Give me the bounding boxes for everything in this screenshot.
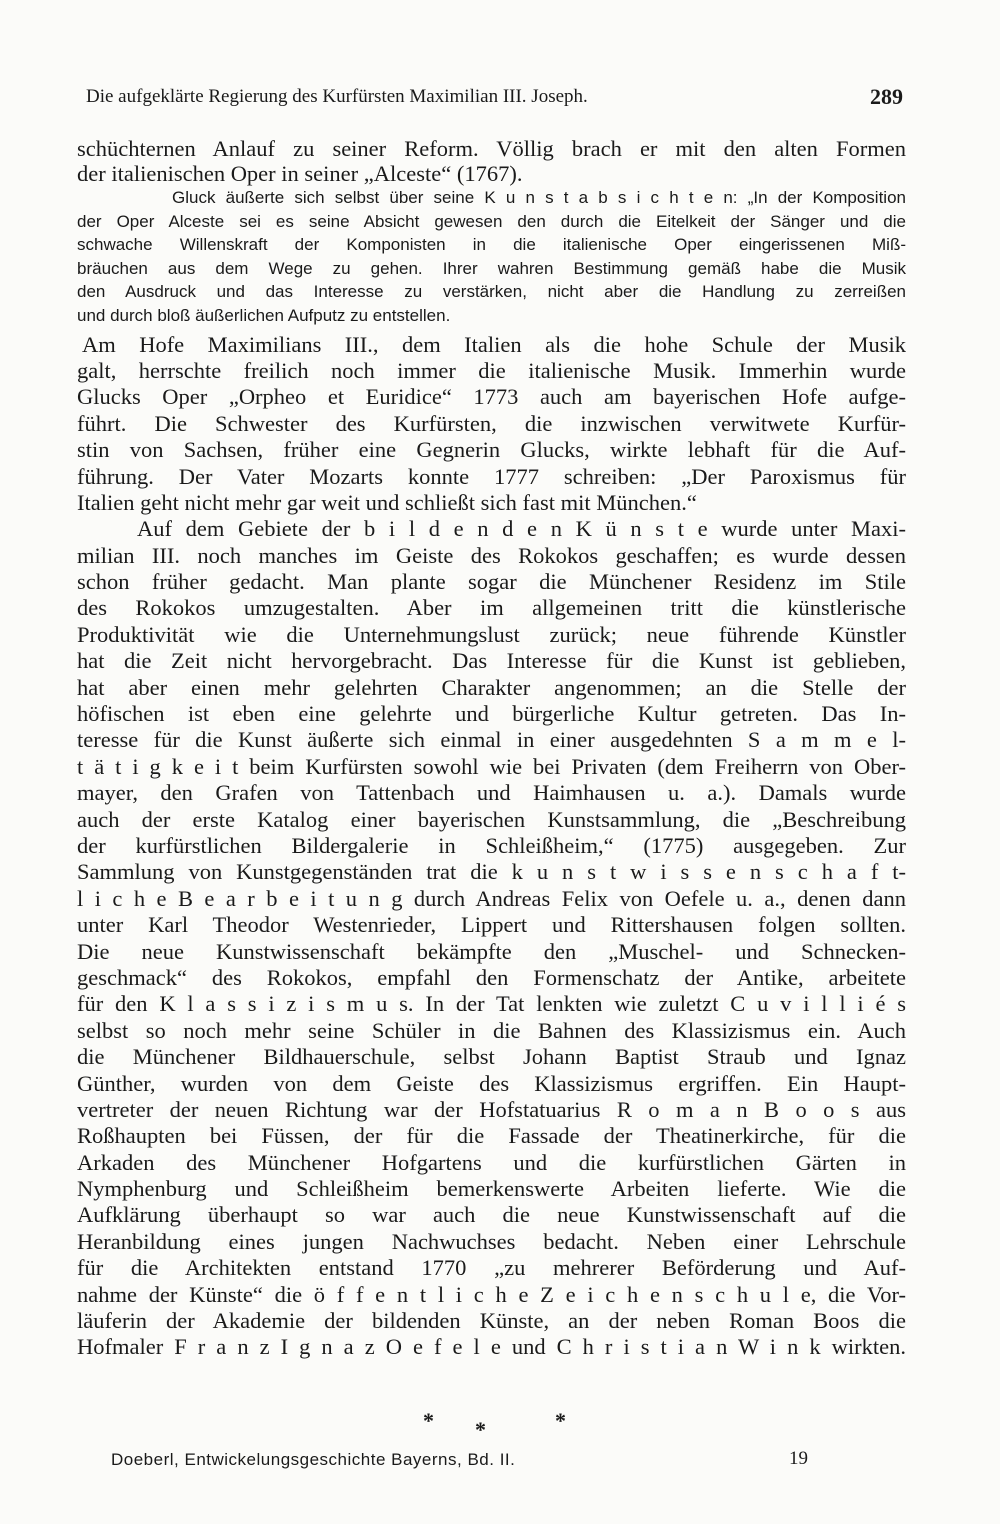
text-line: hat aber einen mehr gelehrten Charakter angenommen; an die Stelle der <box>77 674 906 700</box>
section-separator <box>415 1408 575 1442</box>
text-line: Italien geht nicht mehr gar weit und schließt sich fast mit München.“ <box>77 489 697 515</box>
text-line: und durch bloß äußerlichen Aufputz zu entstellen. <box>77 305 451 325</box>
paragraph-court-music <box>77 332 906 517</box>
text-line: der kurfürstlichen Bildergalerie in Schleißheim,“ (1775) ausgegeben. Zur <box>77 832 906 858</box>
text-line: höfischen ist eben eine gelehrte und bürgerliche Kultur getreten. Das In- <box>77 701 906 727</box>
text-line: unter Karl Theodor Westenrieder, Lippert und Rittershausen folgen sollten. <box>77 912 906 938</box>
text-line: führung. Der Vater Mozarts konnte 1777 schreiben: „Der Paroxismus für <box>77 463 906 489</box>
body-text <box>77 136 906 1361</box>
text-line: auch der erste Katalog einer bayerischen Kunstsammlung, die „Beschreibung <box>77 806 906 832</box>
text-line: für den K l a s s i z i s m u s. In der Tat lenkten wie zuletzt C u v i l l i é s <box>77 991 906 1017</box>
text-line: mayer, den Grafen von Tattenbach und Haimhausen u. a.). Damals wurde <box>77 780 906 806</box>
text-line: Günther, wurden von dem Geiste des Klassizismus ergriffen. Ein Haupt- <box>77 1070 906 1096</box>
text-line: galt, herrschte freilich noch immer die italienische Musik. Immerhin wurde <box>77 357 906 383</box>
text-line: schon früher gedacht. Man plante sogar die Münchener Residenz im Stile <box>77 569 906 595</box>
text-line: vertreter der neuen Richtung war der Hofstatuarius R o m a n B o o s aus <box>77 1096 906 1122</box>
running-title: Die aufgeklärte Regierung des Kurfürsten Maximilian III. Joseph. <box>86 86 588 107</box>
text-line: Hofmaler F r a n z I g n a z O e f e l e und C h r i s t i a n W i n k wirkten. <box>77 1334 906 1360</box>
text-line: hat die Zeit nicht hervorgebracht. Das Interesse für die Kunst ist geblieben, <box>77 648 906 674</box>
text-line: bräuchen aus dem Wege zu gehen. Ihrer wahren Bestimmung gemäß habe die Musik <box>77 258 906 278</box>
text-line: Roßhaupten bei Füssen, der für die Fassade der Theatinerkirche, für die <box>77 1123 906 1149</box>
text-line: läuferin der Akademie der bildenden Künste, an der neben Roman Boos die <box>77 1308 906 1334</box>
text-line: der italienischen Oper in seiner „Alceste“ (1767). <box>77 161 523 186</box>
text-line: schwache Willenskraft der Komponisten in die italienische Oper eingerissenen Miß- <box>77 235 906 255</box>
text-line: Nymphenburg und Schleißheim bemerkenswerte Arbeiten lieferte. Wie die <box>77 1176 906 1202</box>
text-line: teresse für die Kunst äußerte sich einmal in einer ausgedehnten S a m m e l- <box>77 727 906 753</box>
text-line: Gluck äußerte sich selbst über seine K u n s t a b s i c h t e n: „In der Komposition <box>172 188 906 207</box>
text-line: für die Architekten entstand 1770 „zu mehrerer Beförderung und Auf- <box>77 1255 906 1281</box>
text-line: der Oper Alceste sei es seine Absicht gewesen den durch die Eitelkeit der Sänger und die <box>77 211 906 231</box>
text-line: nahme der Künste“ die ö f f e n t l i c h e Z e i c h e n s c h u l e, die Vor- <box>77 1281 906 1307</box>
text-line: Auf dem Gebiete der b i l d e n d e n K ü n s t e wurde unter Maxi- <box>137 516 906 542</box>
text-line: Aufklärung überhaupt so war auch die neue Kunstwissenschaft auf die <box>77 1202 906 1228</box>
text-line: des Rokokos umzugestalten. Aber im allgemeinen tritt die künstlerische <box>77 595 906 621</box>
text-line: l i c h e B e a r b e i t u n g durch Andreas Felix von Oefele u. a., denen dann <box>77 885 906 911</box>
text-line: stin von Sachsen, früher eine Gegnerin Glucks, wirkte lebhaft für die Auf- <box>77 437 906 463</box>
text-line: Am Hofe Maximilians III., dem Italien als die hohe Schule der Musik <box>82 331 906 357</box>
paragraph-fine-arts <box>77 516 906 1361</box>
text-line: Glucks Oper „Orpheo et Euridice“ 1773 auch am bayerischen Hofe aufge- <box>77 384 906 410</box>
text-line: schüchternen Anlauf zu seiner Reform. Völlig brach er mit den alten Formen <box>77 136 906 161</box>
footer-sheet-number: 19 <box>789 1448 808 1469</box>
footer-signature: Doeberl, Entwickelungsgeschichte Bayerns, Bd. II. <box>111 1450 516 1469</box>
text-line: Produktivität wie die Unternehmungslust zurück; neue führende Künstler <box>77 621 906 647</box>
text-line: milian III. noch manches im Geiste des Rokokos geschaffen; es wurde dessen <box>77 542 906 568</box>
text-line: führt. Die Schwester des Kurfürsten, die inzwischen verwitwete Kurfür- <box>77 410 906 436</box>
signature-footer <box>77 1450 907 1478</box>
running-header <box>77 86 907 116</box>
text-line: selbst so noch mehr seine Schüler in die Bahnen des Klassizismus ein. Auch <box>77 1017 906 1043</box>
paragraph-opening <box>77 136 906 186</box>
text-line: Heranbildung eines jungen Nachwuchses bedacht. Neben einer Lehrschule <box>77 1228 906 1254</box>
page-number: 289 <box>870 84 903 109</box>
quotation-block <box>77 186 906 328</box>
asterisk: * <box>475 1417 486 1442</box>
asterisk: * <box>555 1408 566 1433</box>
text-line: Sammlung von Kunstgegenständen trat die k u n s t w i s s e n s c h a f t- <box>77 859 906 885</box>
text-line: t ä t i g k e i t beim Kurfürsten sowohl wie bei Privaten (dem Freiherrn von Ober- <box>77 753 906 779</box>
text-line: die Münchener Bildhauerschule, selbst Johann Baptist Straub und Ignaz <box>77 1044 906 1070</box>
text-line: Die neue Kunstwissenschaft bekämpfte den „Muschel- und Schnecken- <box>77 938 906 964</box>
asterisk: * <box>423 1408 434 1433</box>
text-line: geschmack“ des Rokokos, empfahl den Formenschatz der Antike, arbeitete <box>77 964 906 990</box>
text-line: Arkaden des Münchener Hofgartens und die kurfürstlichen Gärten in <box>77 1149 906 1175</box>
text-line: den Ausdruck und das Interesse zu verstärken, nicht aber die Handlung zu zerreißen <box>77 282 906 302</box>
